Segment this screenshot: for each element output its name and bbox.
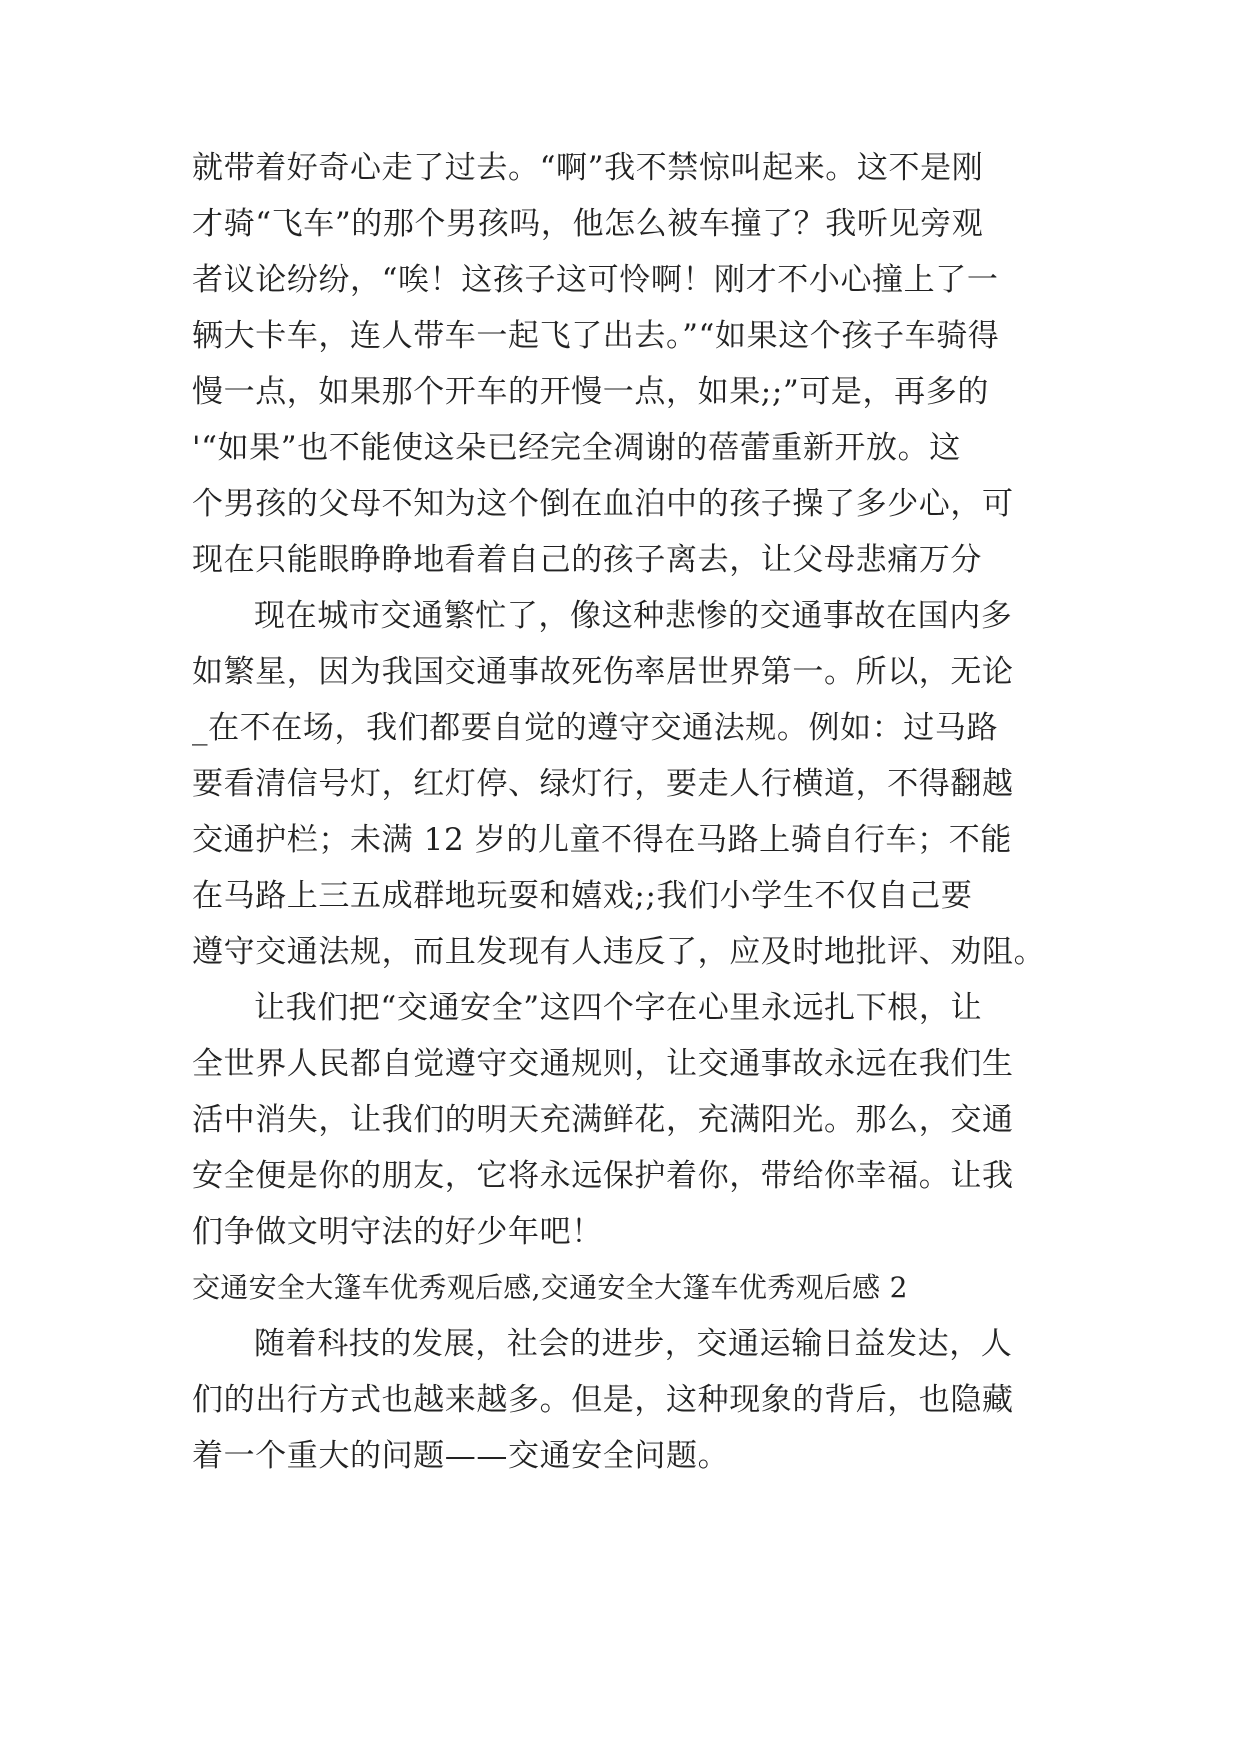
text-line: 让我们把“交通安全”这四个字在心里永远扎下根，让 xyxy=(254,990,983,1026)
text-line: 要看清信号灯，红灯停、绿灯行，要走人行横道，不得翻越 xyxy=(192,766,1014,802)
text-line: 如繁星，因为我国交通事故死伤率居世界第一。所以，无论 xyxy=(192,654,1014,690)
text-line: _在不在场，我们都要自觉的遵守交通法规。例如：过马路 xyxy=(192,710,999,746)
text-line: '“如果”也不能使这朵已经完全凋谢的蓓蕾重新开放。这 xyxy=(192,430,961,466)
paragraph-4 xyxy=(192,1316,1062,1484)
text-line: 们的出行方式也越来越多。但是，这种现象的背后，也隐藏 xyxy=(192,1382,1014,1418)
paragraph-2 xyxy=(192,588,1062,980)
text-line: 才骑“飞车”的那个男孩吗，他怎么被车撞了？我听见旁观 xyxy=(192,206,984,242)
text-line: 慢一点，如果那个开车的开慢一点，如果;;”可是，再多的 xyxy=(192,374,989,410)
text-line: 就带着好奇心走了过去。“啊”我不禁惊叫起来。这不是刚 xyxy=(192,150,984,186)
paragraph-3 xyxy=(192,980,1062,1260)
text-line: 者议论纷纷，“唉！这孩子这可怜啊！刚才不小心撞上了一 xyxy=(192,262,999,298)
text-line: 现在只能眼睁睁地看着自己的孩子离去，让父母悲痛万分 xyxy=(192,542,982,578)
text-line: 在马路上三五成群地玩耍和嬉戏;;我们小学生不仅自己要 xyxy=(192,878,973,914)
text-line: 现在城市交通繁忙了，像这种悲惨的交通事故在国内多 xyxy=(254,598,1013,634)
text-line: 个男孩的父母不知为这个倒在血泊中的孩子操了多少心，可 xyxy=(192,486,1014,522)
paragraph-1 xyxy=(192,140,1062,588)
text-line: 随着科技的发展，社会的进步，交通运输日益发达，人 xyxy=(254,1326,1013,1362)
text-line: 全世界人民都自觉遵守交通规则，让交通事故永远在我们生 xyxy=(192,1046,1014,1082)
text-line: 辆大卡车，连人带车一起飞了出去。”“如果这个孩子车骑得 xyxy=(192,318,1000,354)
text-line: 交通护栏；未满 12 岁的儿童不得在马路上骑自行车；不能 xyxy=(192,822,1012,858)
document-body xyxy=(192,140,1062,1484)
text-line: 们争做文明守法的好少年吧！ xyxy=(192,1214,603,1250)
text-line: 活中消失，让我们的明天充满鲜花，充满阳光。那么，交通 xyxy=(192,1102,1014,1138)
section-heading: 交通安全大篷车优秀观后感,交通安全大篷车优秀观后感 2 xyxy=(192,1271,908,1304)
text-line: 安全便是你的朋友，它将永远保护着你，带给你幸福。让我 xyxy=(192,1158,1014,1194)
text-line: 遵守交通法规，而且发现有人违反了，应及时地批评、劝阻。 xyxy=(192,934,1046,970)
text-line: 着一个重大的问题——交通安全问题。 xyxy=(192,1438,730,1474)
